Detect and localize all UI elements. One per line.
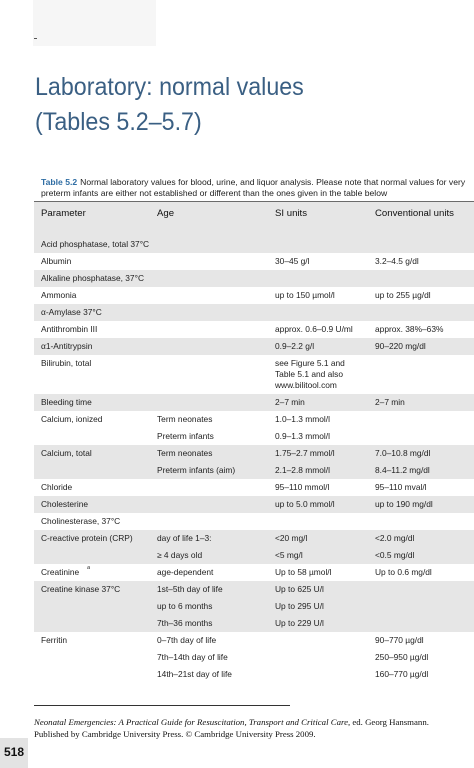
table-row — [34, 338, 474, 355]
cell-age: 7th–14th day of life — [157, 652, 228, 662]
table-row — [34, 355, 474, 394]
cell-parameter: Acid phosphatase, total 37°C — [41, 239, 150, 249]
book-title: Neonatal Emergencies: A Practical Guide for Resuscitation, Transport and Critical Care — [34, 717, 348, 727]
cell-parameter: Cholinesterase, 37°C — [41, 516, 121, 526]
cell-si-units: Up to 295 U/l — [275, 601, 324, 611]
cell-age: Preterm infants (aim) — [157, 465, 236, 475]
cell-si-units: 0.9–1.3 mmol/l — [275, 431, 330, 441]
cell-parameter: Calcium, ionized — [41, 414, 103, 424]
cell-si-units: approx. 0.6–0.9 U/ml — [275, 324, 353, 334]
table-row — [34, 581, 474, 598]
cell-conventional-units: Up to 0.6 mg/dl — [375, 567, 432, 577]
cell-parameter: C-reactive protein (CRP) — [41, 533, 133, 543]
table-row — [34, 479, 474, 496]
cell-parameter: α1-Antitrypsin — [41, 341, 93, 351]
cell-conventional-units: 2–7 min — [375, 397, 405, 407]
cell-conventional-units: 7.0–10.8 mg/dl — [375, 448, 431, 458]
lab-values-table — [34, 201, 474, 683]
cell-age: up to 6 months — [157, 601, 213, 611]
cell-parameter: Chloride — [41, 482, 73, 492]
table-row — [34, 411, 474, 428]
table-row — [34, 496, 474, 513]
cell-si-units: see Figure 5.1 and Table 5.1 and also www.bilitool.com — [275, 358, 345, 390]
cell-si-units: 30–45 g/l — [275, 256, 310, 266]
table-row — [34, 321, 474, 338]
cell-age: age-dependent — [157, 567, 214, 577]
table-row — [34, 304, 474, 321]
publisher-line: Published by Cambridge University Press. © Cambridge University Press 2009. — [34, 729, 316, 739]
table-row — [34, 462, 474, 479]
table-row — [34, 394, 474, 411]
table-row — [34, 445, 474, 462]
cell-age: 1st–5th day of life — [157, 584, 223, 594]
cell-si-units: 95–110 mmol/l — [275, 482, 330, 492]
cell-age: Preterm infants — [157, 431, 214, 441]
header-placeholder-box — [33, 0, 156, 46]
page-title-line1: Laboratory: normal values — [35, 73, 304, 101]
cell-parameter: Calcium, total — [41, 448, 92, 458]
cell-parameter: Alkaline phosphatase, 37°C — [41, 273, 144, 283]
cell-si-units: 0.9–2.2 g/l — [275, 341, 315, 351]
cell-conventional-units: 90–770 µg/dl — [375, 635, 424, 645]
cell-parameter: Antithrombin III — [41, 324, 98, 334]
cell-age: 0–7th day of life — [157, 635, 217, 645]
header-age: Age — [157, 208, 175, 219]
cell-si-units: Up to 229 U/l — [275, 618, 324, 628]
table-row — [34, 513, 474, 530]
table-row — [34, 632, 474, 649]
cell-conventional-units: <2.0 mg/dl — [375, 533, 415, 543]
cell-si-units: 2–7 min — [275, 397, 305, 407]
caption-line2: preterm infants are either not established or different than the ones given in the table below — [41, 188, 388, 198]
cell-parameter: Cholesterine — [41, 499, 89, 509]
cell-si-units: 1.75–2.7 mmol/l — [275, 448, 335, 458]
table-row — [34, 547, 474, 564]
table-row — [34, 236, 474, 253]
cell-conventional-units: up to 255 µg/dl — [375, 290, 431, 300]
cell-conventional-units: up to 190 mg/dl — [375, 499, 433, 509]
cell-conventional-units: 95–110 mval/l — [375, 482, 427, 492]
page-title-line2: (Tables 5.2–5.7) — [35, 108, 202, 136]
page-number: 518 — [0, 738, 28, 768]
book-editor: , ed. Georg Hansmann. — [347, 717, 429, 727]
cell-si-units: Up to 625 U/l — [275, 584, 324, 594]
table-row — [34, 666, 474, 683]
cell-age: Term neonates — [157, 414, 213, 424]
table-row — [34, 598, 474, 615]
cell-age: ≥ 4 days old — [157, 550, 203, 560]
header-parameter: Parameter — [41, 208, 86, 219]
table-row — [34, 615, 474, 632]
table-row — [34, 530, 474, 547]
table-row — [34, 649, 474, 666]
table-header — [34, 201, 474, 236]
cell-si-units: <20 mg/l — [275, 533, 308, 543]
cell-parameter: Ferritin — [41, 635, 68, 645]
cell-age: Term neonates — [157, 448, 213, 458]
cell-si-units: up to 5.0 mmol/l — [275, 499, 335, 509]
cell-conventional-units: 160–770 µg/dl — [375, 669, 429, 679]
cell-parameter: Ammonia — [41, 290, 77, 300]
header-mark — [34, 38, 37, 39]
cell-si-units: 2.1–2.8 mmol/l — [275, 465, 330, 475]
book-citation — [34, 716, 474, 740]
page-title — [35, 70, 304, 140]
cell-parameter: Creatinine — [41, 567, 80, 577]
header-conventional-units: Conventional units — [375, 208, 454, 219]
table-row — [34, 270, 474, 287]
table-row — [34, 287, 474, 304]
cell-conventional-units: <0.5 mg/dl — [375, 550, 415, 560]
caption-line1: Normal laboratory values for blood, urine, and liquor analysis. Please note that normal values for very — [80, 177, 466, 187]
cell-conventional-units: 250–950 µg/dl — [375, 652, 429, 662]
cell-parameter: Bleeding time — [41, 397, 92, 407]
cell-age: 14th–21st day of life — [157, 669, 232, 679]
cell-si-units: Up to 58 µmol/l — [275, 567, 332, 577]
table-row: Creatinine a age-dependent Up to 58 µmol/l Up to 0.6 mg/dl — [41, 565, 432, 577]
cell-si-units: <5 mg/l — [275, 550, 303, 560]
table-row — [34, 428, 474, 445]
table-caption — [41, 177, 474, 199]
cell-conventional-units: 8.4–11.2 mg/dl — [375, 465, 430, 475]
cell-parameter: α-Amylase 37°C — [41, 307, 102, 317]
cell-si-units: 1.0–1.3 mmol/l — [275, 414, 330, 424]
header-si-units: SI units — [275, 208, 307, 219]
cell-parameter: Albumin — [41, 256, 72, 266]
footer-divider — [34, 705, 290, 706]
cell-conventional-units: 90–220 mg/dl — [375, 341, 426, 351]
cell-si-units: up to 150 µmol/l — [275, 290, 335, 300]
cell-parameter: Creatine kinase 37°C — [41, 584, 121, 594]
table-number: Table 5.2 — [41, 177, 78, 187]
cell-parameter: Bilirubin, total — [41, 358, 92, 368]
table-row — [34, 253, 474, 270]
cell-conventional-units: 3.2–4.5 g/dl — [375, 256, 419, 266]
cell-conventional-units: approx. 38%–63% — [375, 324, 444, 334]
table-body — [34, 236, 474, 683]
cell-age: 7th–36 months — [157, 618, 213, 628]
cell-age: day of life 1–3: — [157, 533, 212, 543]
